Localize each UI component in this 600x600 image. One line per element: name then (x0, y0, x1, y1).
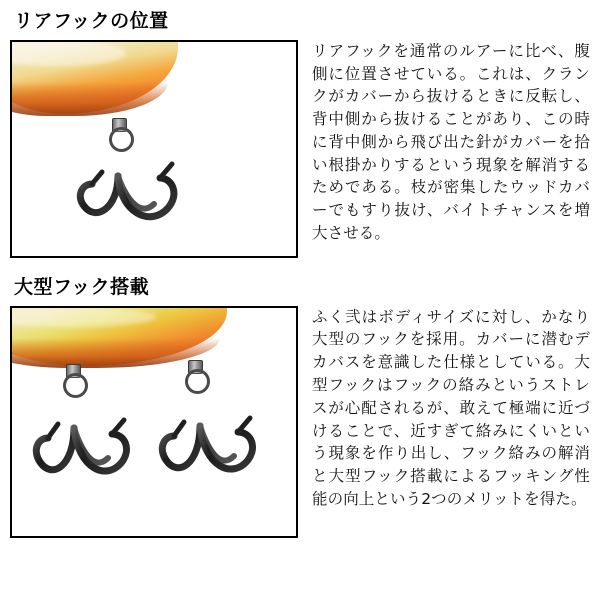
rear-hook-position-photo (10, 40, 298, 258)
lure-belly-shading (10, 82, 168, 116)
text-column-2 (298, 306, 592, 511)
body-text-large-hook: ふく弐はボディサイズに対し、かなり大型のフックを採用。カバーに潜むデカバスを意識した仕様としている。大型フックはフックの絡みというストレスが心配されるが、敢えて極端に近づけることで、近すぎて絡みにくいという現象を作り出し、フック絡みの解消と大型フック搭載によるフッキング性能の向上という2つのメリットを得た。 (312, 307, 590, 508)
section-title-rear-hook-position: リアフックの位置 (14, 10, 169, 32)
section-body-1 (10, 40, 592, 258)
body-text-rear-hook-position: リアフックを通常のルアーに比べ、腹側に位置させている。これは、クランクがカバーから抜けるときに反転し、背中側から抜けることがあり、この時に背中側から飛び出た針がカバーを拾い根掛かりするという現象を解消するためである。枝が密集したウッドカバーでもすり抜け、バイトチャンスを増大させる。 (312, 41, 590, 243)
treble-hook-rear (148, 384, 298, 504)
section-title-large-hook: 大型フック搭載 (14, 275, 150, 298)
text-column-1 (298, 40, 592, 245)
section-rear-hook-position (10, 10, 592, 258)
lure-body-orange (10, 40, 188, 128)
section-body-2 (10, 306, 592, 538)
large-hook-photo (10, 306, 298, 538)
lure-highlight (10, 307, 156, 327)
treble-hook-rear (68, 142, 238, 252)
section-large-hook (10, 276, 592, 538)
